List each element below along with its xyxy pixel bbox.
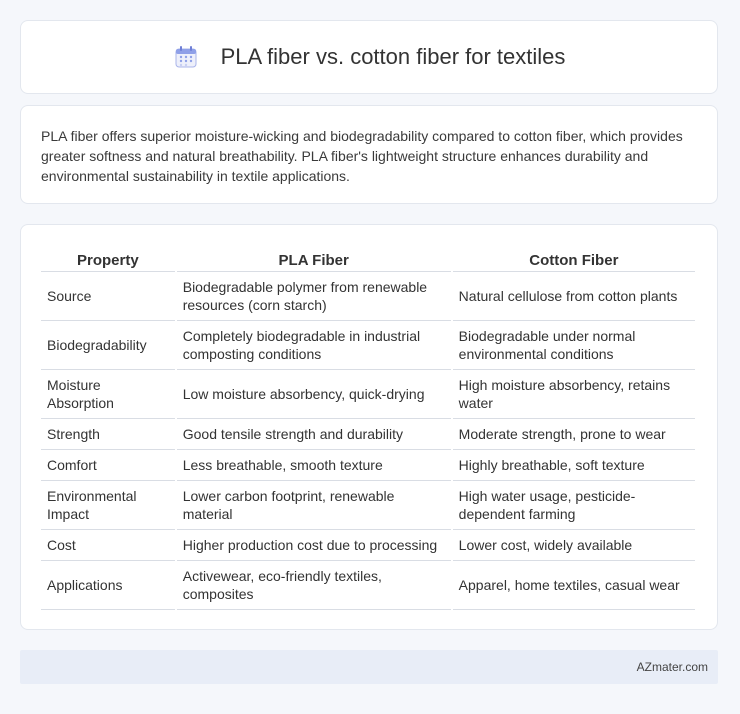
comparison-table-card: [20, 224, 718, 630]
property-cell: Comfort: [41, 450, 175, 481]
footer: [20, 650, 718, 684]
pla-cell: Higher production cost due to processing: [177, 530, 451, 561]
summary-text: PLA fiber offers superior moisture-wicking and biodegradability compared to cotton fiber, which provides greater softness and natural breathability. PLA fiber's lightweight structure enhances durability and environmental sustainability in textile applications.: [41, 128, 683, 184]
comparison-table: [39, 245, 697, 610]
title-card: [20, 20, 718, 94]
property-cell: Strength: [41, 419, 175, 450]
cotton-cell: Apparel, home textiles, casual wear: [453, 561, 695, 610]
pla-cell: Biodegradable polymer from renewable resources (corn starch): [177, 272, 451, 321]
header-cotton-fiber: Cotton Fiber: [453, 245, 695, 272]
table-row: [41, 450, 695, 481]
property-cell: Biodegradability: [41, 321, 175, 370]
page-title: PLA fiber vs. cotton fiber for textiles: [220, 44, 566, 69]
cotton-cell: Highly breathable, soft texture: [453, 450, 695, 481]
property-cell: Cost: [41, 530, 175, 561]
property-cell: Moisture Absorption: [41, 370, 175, 419]
property-cell: Environmental Impact: [41, 481, 175, 530]
table-row: [41, 481, 695, 530]
summary-card: [20, 105, 718, 204]
table-header-row: [41, 245, 695, 272]
footer-brand[interactable]: AZmater.com: [636, 660, 708, 674]
table-row: [41, 561, 695, 610]
pla-cell: Activewear, eco-friendly textiles, composites: [177, 561, 451, 610]
pla-cell: Completely biodegradable in industrial composting conditions: [177, 321, 451, 370]
pla-cell: Low moisture absorbency, quick-drying: [177, 370, 451, 419]
table-row: [41, 321, 695, 370]
table-row: [41, 272, 695, 321]
cotton-cell: Biodegradable under normal environmental conditions: [453, 321, 695, 370]
pla-cell: Good tensile strength and durability: [177, 419, 451, 450]
cotton-cell: High moisture absorbency, retains water: [453, 370, 695, 419]
pla-cell: Less breathable, smooth texture: [177, 450, 451, 481]
cotton-cell: Natural cellulose from cotton plants: [453, 272, 695, 321]
calendar-icon: [173, 44, 199, 70]
pla-cell: Lower carbon footprint, renewable material: [177, 481, 451, 530]
header-pla-fiber: PLA Fiber: [177, 245, 451, 272]
cotton-cell: Moderate strength, prone to wear: [453, 419, 695, 450]
table-row: [41, 419, 695, 450]
table-row: [41, 530, 695, 561]
cotton-cell: High water usage, pesticide-dependent farming: [453, 481, 695, 530]
property-cell: Source: [41, 272, 175, 321]
property-cell: Applications: [41, 561, 175, 610]
header-property: Property: [41, 245, 175, 272]
table-row: [41, 370, 695, 419]
cotton-cell: Lower cost, widely available: [453, 530, 695, 561]
